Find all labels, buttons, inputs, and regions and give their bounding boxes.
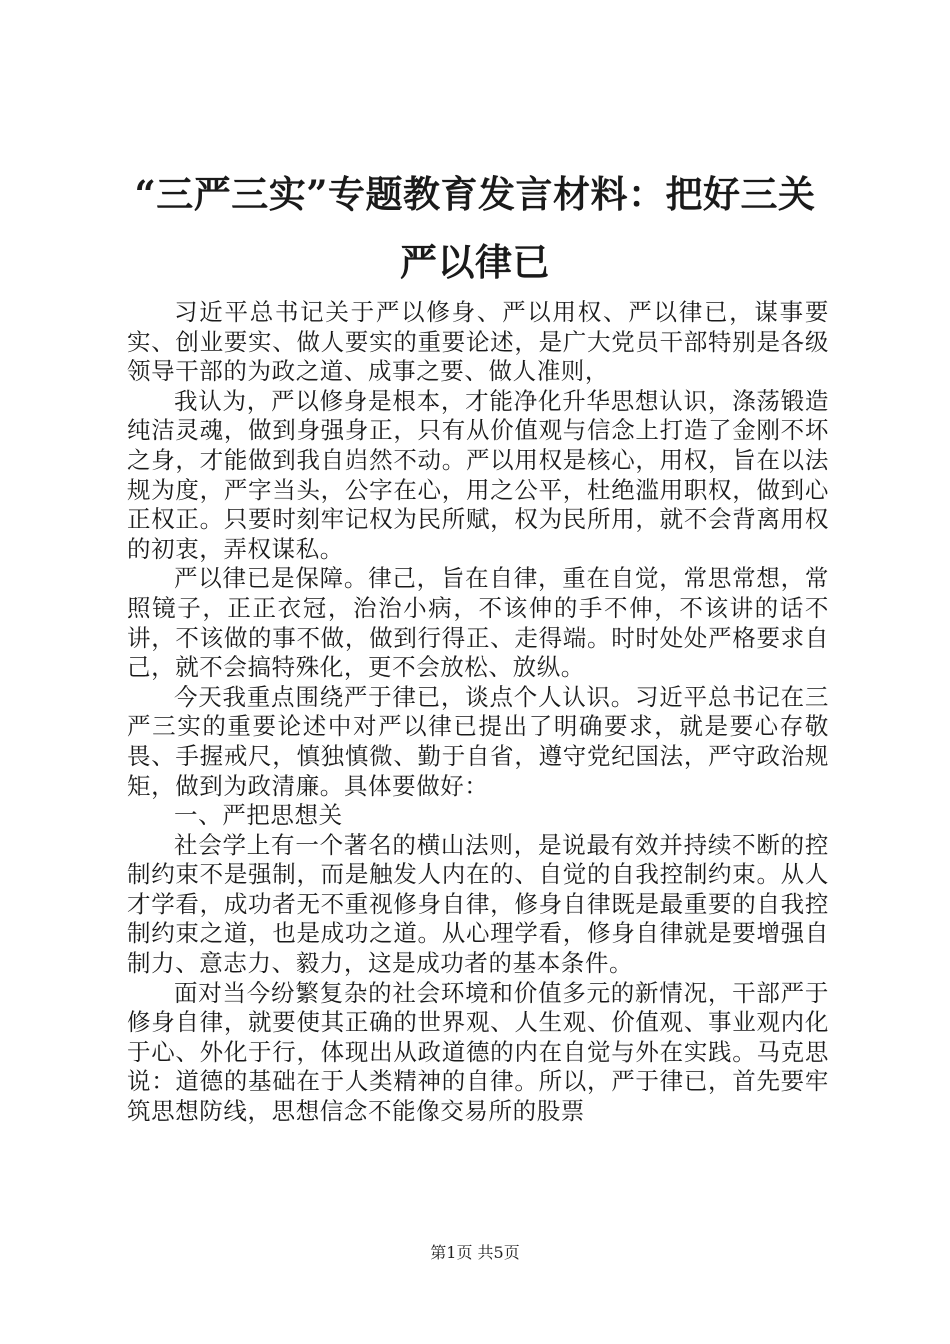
paragraph: 我认为，严以修身是根本，才能净化升华思想认识，涤荡锻造纯洁灵魂，做到身强身正，只有从价值观与信念上打造了金刚不坏之身，才能做到我自岿然不动。严以用权是核心，用权，旨在以法规为度，严字当头，公字在心，用之公平，杜绝滥用职权，做到心正权正。只要时刻牢记权为民所赋，权为民所用，就不会背离用权的初衷，弄权谋私。 — [127, 386, 829, 563]
paragraph: 面对当今纷繁复杂的社会环境和价值多元的新情况，干部严于修身自律，就要使其正确的世界观、人生观、价值观、事业观内化于心、外化于行，体现出从政道德的内在自觉与外在实践。马克思说：道德的基础在于人类精神的自律。所以，严于律已，首先要牢筑思想防线，思想信念不能像交易所的股票 — [127, 978, 829, 1126]
section-heading: 一、严把思想关 — [174, 801, 343, 830]
paragraph: 习近平总书记关于严以修身、严以用权、严以律已，谋事要实、创业要实、做人要实的重要论述，是广大党员干部特别是各级领导干部的为政之道、成事之要、做人准则， — [127, 298, 829, 386]
document-title: “三严三实”专题教育发言材料：把好三关严以律已 — [134, 172, 816, 284]
page-footer: 第1页 共5页 — [430, 1243, 520, 1262]
paragraph: 今天我重点围绕严于律已，谈点个人认识。习近平总书记在三严三实的重要论述中对严以律已提出了明确要求，就是要心存敬畏、手握戒尺，慎独慎微、勤于自省，遵守党纪国法，严守政治规矩，做到为政清廉。具体要做好： — [127, 682, 829, 800]
document-body — [127, 298, 829, 1127]
paragraph: 严以律已是保障。律己，旨在自律，重在自觉，常思常想，常照镜子，正正衣冠，治治小病，不该伸的手不伸，不该讲的话不讲，不该做的事不做，做到行得正、走得端。时时处处严格要求自己，就不会搞特殊化，更不会放松、放纵。 — [127, 564, 829, 682]
paragraph: 社会学上有一个著名的横山法则，是说最有效并持续不断的控制约束不是强制，而是触发人内在的、自觉的自我控制约束。从人才学看，成功者无不重视修身自律，修身自律既是最重要的自我控制约束之道，也是成功之道。从心理学看，修身自律就是要增强自制力、意志力、毅力，这是成功者的基本条件。 — [127, 830, 829, 978]
